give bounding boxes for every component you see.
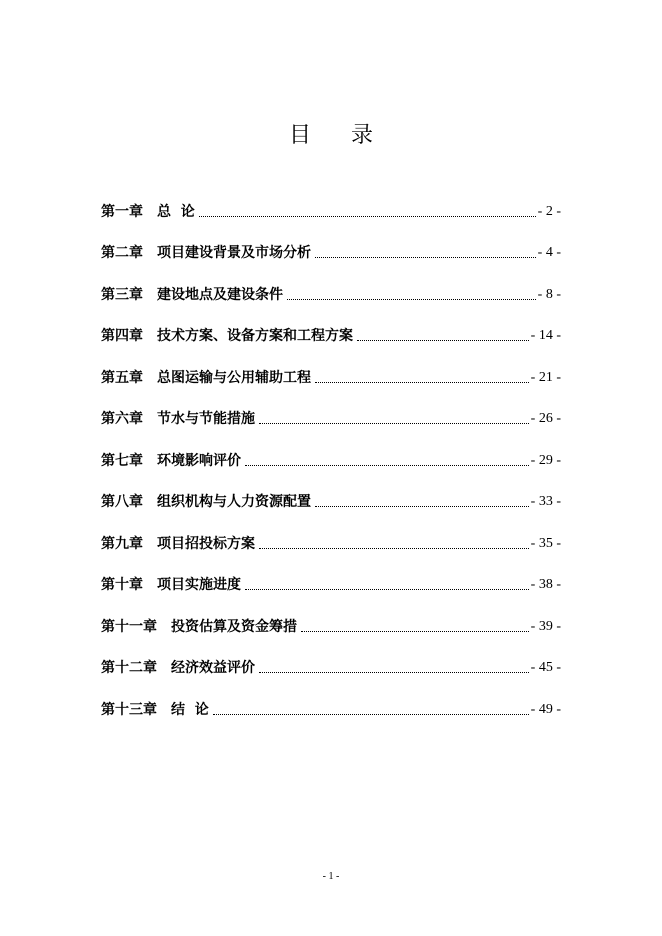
toc-leader-dots xyxy=(315,382,529,383)
toc-chapter-title: 节水与节能措施 xyxy=(157,411,255,427)
toc-page-number: - 38 - xyxy=(530,577,561,592)
toc-leader-dots xyxy=(315,257,536,258)
toc-page-number: - 2 - xyxy=(537,203,561,219)
toc-chapter-title: 经济效益评价 xyxy=(171,660,255,676)
toc-entry-4[interactable] xyxy=(101,305,561,347)
toc-leader-dots xyxy=(245,465,529,466)
toc-chapter-title: 项目招投标方案 xyxy=(157,535,255,552)
toc-entry-9[interactable] xyxy=(101,512,561,554)
toc-chapter-label: 第四章 xyxy=(101,328,143,344)
page-footer-number: - 1 - xyxy=(322,871,340,882)
table-of-contents xyxy=(101,180,561,720)
toc-leader-dots xyxy=(315,506,529,507)
toc-entry-1[interactable] xyxy=(101,180,561,222)
toc-leader-dots xyxy=(213,714,529,715)
toc-entry-5[interactable] xyxy=(101,346,561,388)
toc-chapter-title: 技术方案、设备方案和工程方案 xyxy=(157,328,353,344)
toc-chapter-title: 总 论 xyxy=(157,203,195,220)
toc-entry-13[interactable] xyxy=(101,678,561,720)
toc-chapter-label: 第一章 xyxy=(101,203,143,220)
toc-chapter-label: 第十二章 xyxy=(101,660,157,676)
toc-chapter-title: 建设地点及建设条件 xyxy=(157,286,283,303)
toc-chapter-title: 项目实施进度 xyxy=(157,577,241,593)
toc-entry-10[interactable] xyxy=(101,554,561,596)
toc-page-number: - 33 - xyxy=(530,494,561,509)
toc-leader-dots xyxy=(259,423,529,424)
toc-chapter-label: 第七章 xyxy=(101,452,143,469)
title-char-2: 录 xyxy=(351,123,374,148)
toc-chapter-label: 第八章 xyxy=(101,494,143,510)
toc-page-number: - 8 - xyxy=(537,286,561,302)
toc-chapter-title: 项目建设背景及市场分析 xyxy=(157,245,311,261)
toc-page-number: - 29 - xyxy=(530,452,561,468)
toc-chapter-label: 第三章 xyxy=(101,286,143,303)
toc-page-number: - 14 - xyxy=(530,328,561,343)
toc-entry-6[interactable] xyxy=(101,388,561,430)
toc-chapter-label: 第十章 xyxy=(101,577,143,593)
toc-leader-dots xyxy=(199,216,536,217)
toc-page-number: - 4 - xyxy=(537,245,561,260)
toc-chapter-label: 第十三章 xyxy=(101,701,157,718)
toc-page-number: - 45 - xyxy=(530,660,561,675)
toc-entry-11[interactable] xyxy=(101,595,561,637)
toc-entry-8[interactable] xyxy=(101,471,561,513)
toc-chapter-title: 组织机构与人力资源配置 xyxy=(157,494,311,510)
title-char-1: 目 xyxy=(288,123,311,148)
toc-leader-dots xyxy=(301,631,529,632)
toc-chapter-title: 投资估算及资金筹措 xyxy=(171,618,297,635)
toc-page-number: - 26 - xyxy=(530,411,561,426)
toc-chapter-label: 第二章 xyxy=(101,245,143,261)
toc-leader-dots xyxy=(259,548,529,549)
toc-chapter-label: 第九章 xyxy=(101,535,143,552)
toc-chapter-title: 结 论 xyxy=(171,701,209,718)
toc-page-number: - 35 - xyxy=(530,535,561,551)
toc-entry-7[interactable] xyxy=(101,429,561,471)
toc-page-number: - 21 - xyxy=(530,369,561,385)
toc-chapter-title: 总图运输与公用辅助工程 xyxy=(157,369,311,386)
toc-leader-dots xyxy=(287,299,536,300)
toc-chapter-label: 第五章 xyxy=(101,369,143,386)
toc-entry-12[interactable] xyxy=(101,637,561,679)
toc-leader-dots xyxy=(245,589,529,590)
toc-chapter-label: 第十一章 xyxy=(101,618,157,635)
toc-leader-dots xyxy=(357,340,529,341)
toc-page-number: - 39 - xyxy=(530,618,561,634)
page-title xyxy=(0,118,662,149)
toc-chapter-label: 第六章 xyxy=(101,411,143,427)
toc-entry-3[interactable] xyxy=(101,263,561,305)
toc-chapter-title: 环境影响评价 xyxy=(157,452,241,469)
toc-page-number: - 49 - xyxy=(530,701,561,717)
toc-entry-2[interactable] xyxy=(101,222,561,264)
toc-leader-dots xyxy=(259,672,529,673)
